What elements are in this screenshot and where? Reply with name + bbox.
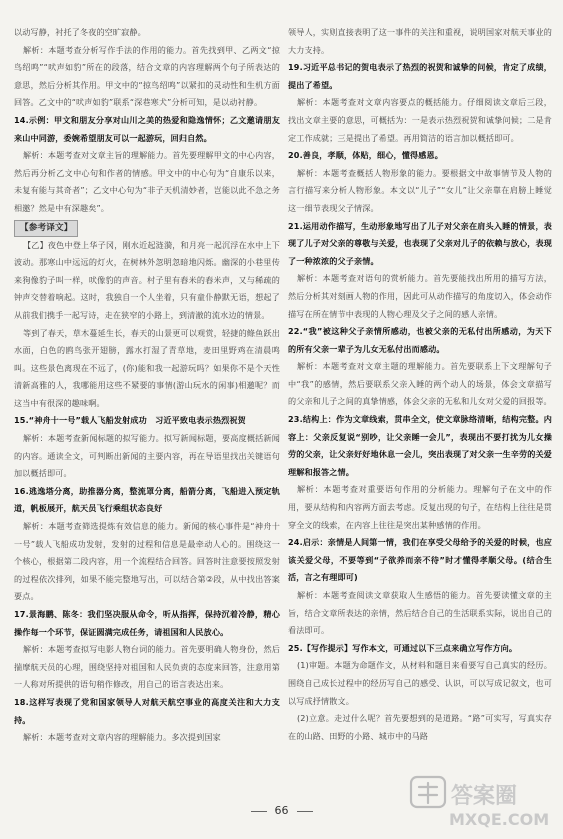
answer-paragraph: 16.逃逸塔分离，助推器分离，整流罩分离，船箭分离，飞船进入预定轨道，帆板展开，航天员飞行乘组状态良好 bbox=[14, 485, 280, 514]
answer-paragraph: 17.景海鹏、陈冬：我们坚决服从命令，听从指挥，保持沉着冷静，精心操作每一个环节，保证圆满完成任务，请祖国和人民放心。 bbox=[14, 609, 280, 637]
watermark-title: 答案圈 bbox=[451, 784, 518, 809]
watermark-url: MXQE.COM bbox=[449, 810, 550, 829]
analysis-paragraph: 等到了春天，草木蔓延生长，春天的山景更可以观赏，轻捷的鲦鱼跃出水面，白色的鸥鸟张开翅膀，露水打湿了青草地，麦田里野鸡在清晨鸣叫。这些景色离现在不远了，(你)能和我一起游玩吗？如果你不是个天性清新高雅的人，我哪能用这些不紧要的事情(游山玩水的闲事)相邀呢？而这当中有很深的趣味啊。 bbox=[14, 327, 280, 408]
page-number: 66 bbox=[0, 804, 563, 817]
analysis-paragraph: 以动写静，衬托了冬夜的空旷寂静。 bbox=[14, 27, 146, 37]
analysis-paragraph: 解析：本题考查拟写电影人物台词的能力。首先要明确人物身份，然后揣摩航天员的心理，围绕坚持对祖国和人民负责的态度来回答，注意用第一人称对所提供的语句稍作修改，用自己的语言表达出来。 bbox=[14, 644, 280, 690]
analysis-paragraph: 解析：本题考查筛选提炼有效信息的能力。新闻的核心事件是“神舟十一号”载人飞船成功发射，发射的过程和信息是最牵动人心的。围绕这一个核心，根据第二段内容，用一个流程结合回答。回答时注意要按照发射的过程依次排列，如果不能完整地写出，可以结合第②段，从中找出答案要点。 bbox=[14, 521, 280, 602]
analysis-paragraph: 解析：本题考查对文章内容的理解能力。多次提到国家 bbox=[23, 732, 221, 743]
answer-paragraph: 23.结构上：作为文章线索，贯串全文，使文章脉络清晰，结构完整。内容上：父亲反复说“别吵，让父亲睡一会儿”，表现出不要打扰为儿女操劳的父亲，让父亲好好地休息一会儿，突出表现了对父亲一生辛劳的关爱理解和报答之情。 bbox=[288, 414, 552, 477]
answer-paragraph: 19.习近平总书记的贺电表示了热烈的祝贺和诚挚的问候，肯定了成绩，提出了希望。 bbox=[288, 62, 552, 90]
answer-paragraph: 18.这样写表现了党和国家领导人对航天航空事业的高度关注和大力支持。 bbox=[14, 696, 280, 725]
analysis-paragraph: (1)审题。本题为命题作文，从材料和题目来看要写自己真实的经历。围绕自己成长过程中的经历写自己的感受、认识，可以写成记叙文，也可以写成抒情散文。 bbox=[288, 660, 552, 706]
answer-paragraph: 25.【写作提示】写作本文，可通过以下三点来确立写作方向。 bbox=[288, 642, 518, 653]
answer-paragraph: 14.示例：甲文和朋友分享对山川之美的热爱和隐逸情怀；乙文邀请朋友来山中同游，委婉希望朋友可以一起游玩，回归自然。 bbox=[14, 114, 280, 143]
watermark-logo bbox=[407, 773, 555, 831]
analysis-paragraph: 解析：本题考查新闻标题的拟写能力。拟写新闻标题，要高度概括新闻的内容。通读全文，可判断出新闻的主要内容，再在导语里找出关键语句加以概括即可。 bbox=[14, 433, 280, 479]
left-column bbox=[14, 24, 280, 747]
analysis-paragraph: 解析：本题考查概括人物形象的能力。要根据文中故事情节及人物的言行描写来分析人物形象。本文以“儿子”“女儿”让父亲靠在肩膀上睡觉这一细节表现父子情深。 bbox=[288, 167, 552, 213]
analysis-paragraph: 解析：本题考查对文章主旨的理解能力。首先要理解甲文的中心内容，然后再分析乙文中心句和作者的情感。甲文中的中心句为“自康乐以来，未复有能与其奇者”；乙文中心句为“非子天机清妙者，岂能以此不急之务相邀？然是中有深趣矣”。 bbox=[14, 150, 280, 213]
answer-paragraph: 22.“我”被这种父子亲情所感动，也被父亲的无私付出所感动，为天下的所有父亲一辈子为儿女无私付出而感动。 bbox=[288, 326, 552, 354]
analysis-paragraph: 【乙】夜色中登上华子冈，刚水近起涟漪，和月亮一起沉浮在水中上下波动。那寒山中远远的灯火，在树林外忽明忽暗地闪烁。幽深的小巷里传来狗像豹子叫一样，吠像豹的声音。村子里有舂米的舂米声，又与稀疏的钟声交替着响起。这时，我独自一个人坐着，只有童仆静默无语，想起了从前我们携手一起写诗，走在狭窄的小路上，到清澈的流水边的情景。 bbox=[14, 239, 280, 320]
analysis-paragraph: 解析：本题考查阅读文章获取人生感悟的能力。首先要读懂文章的主旨，结合文章所表达的亲情，然后结合自己的生活联系实际，说出自己的看法即可。 bbox=[288, 590, 552, 636]
section-heading bbox=[14, 218, 280, 237]
right-column bbox=[288, 24, 552, 745]
answer-paragraph: 21.运用动作描写，生动形象地写出了儿子对父亲在肩头入睡的情景，表现了儿子对父亲的尊敬与关爱，也表现了父亲对儿子的依赖与放心，表现了一种浓浓的父子亲情。 bbox=[288, 220, 552, 266]
analysis-paragraph: 解析：本题考查对文章主题的理解能力。首先要联系上下文理解句子中“我”的感情，然后要联系父亲入睡的两个动人的场景，体会文章描写的父亲和儿子之间的真挚情感，体会父亲的无私和儿女对父爱的回报等。 bbox=[288, 361, 552, 407]
analysis-paragraph: 解析：本题考查对语句的赏析能力。首先要能找出所用的描写方法，然后分析其对刻画人物的作用，因此可从动作描写的角度切入，体会动作描写在所在情节中表现的人物心理及父子之间的感人亲情。 bbox=[288, 273, 552, 319]
analysis-paragraph: 解析：本题考查分析写作手法的作用的能力。首先找到甲、乙两文“掠鸟绍鸣”“吠声如豹”所在的段落，结合文章的内容理解两个句子所表达的意思，然后分析其作用。甲文中的“掠鸟绍鸣”以紧扣的灵动性和生机方面回答。乙文中的“吠声如豹”联系“深巷寒犬”分析可知，是以动衬静。 bbox=[14, 44, 280, 108]
analysis-paragraph: 解析：本题考查对文章内容要点的概括能力。仔细阅读文章后三段，找出文章主要的意思，可概括为：一是表示热烈祝贺和诚挚问候；二是肯定工作成就；三是提出了希望。再用简洁的语言加以概括即可。 bbox=[288, 97, 552, 143]
reference-translation-heading: 【参考译文】 bbox=[14, 220, 78, 237]
answer-paragraph: 15.“神舟十一号”载人飞船发射成功 习近平致电表示热烈祝贺 bbox=[14, 415, 246, 426]
analysis-paragraph: 解析：本题考查对重要语句作用的分析能力。理解句子在文中的作用，要从结构和内容两方面去考虑。反复出现的句子，在结构上往往是贯穿全文的线索，在内容上往往是突出某种感情的作用。 bbox=[288, 484, 552, 530]
answer-paragraph: 20.善良，孝顺，体贴，细心，懂得感恩。 bbox=[288, 150, 443, 161]
analysis-paragraph: (2)立意。走过什么呢？首先要想到的是道路。“路”可实写，写真实存在的山路、田野的小路、城市中的马路 bbox=[288, 713, 552, 741]
answer-paragraph: 24.启示：亲情是人间第一情，我们在享受父母给予的关爱的时候，也应该关爱父母，不要等到“子欲养而亲不待”时才懂得孝顺父母。(结合生活，言之有理即可) bbox=[288, 537, 552, 583]
analysis-paragraph: 领导人，实则直接表明了这一事件的关注和重视，说明国家对航天事业的大力支持。 bbox=[288, 27, 552, 55]
